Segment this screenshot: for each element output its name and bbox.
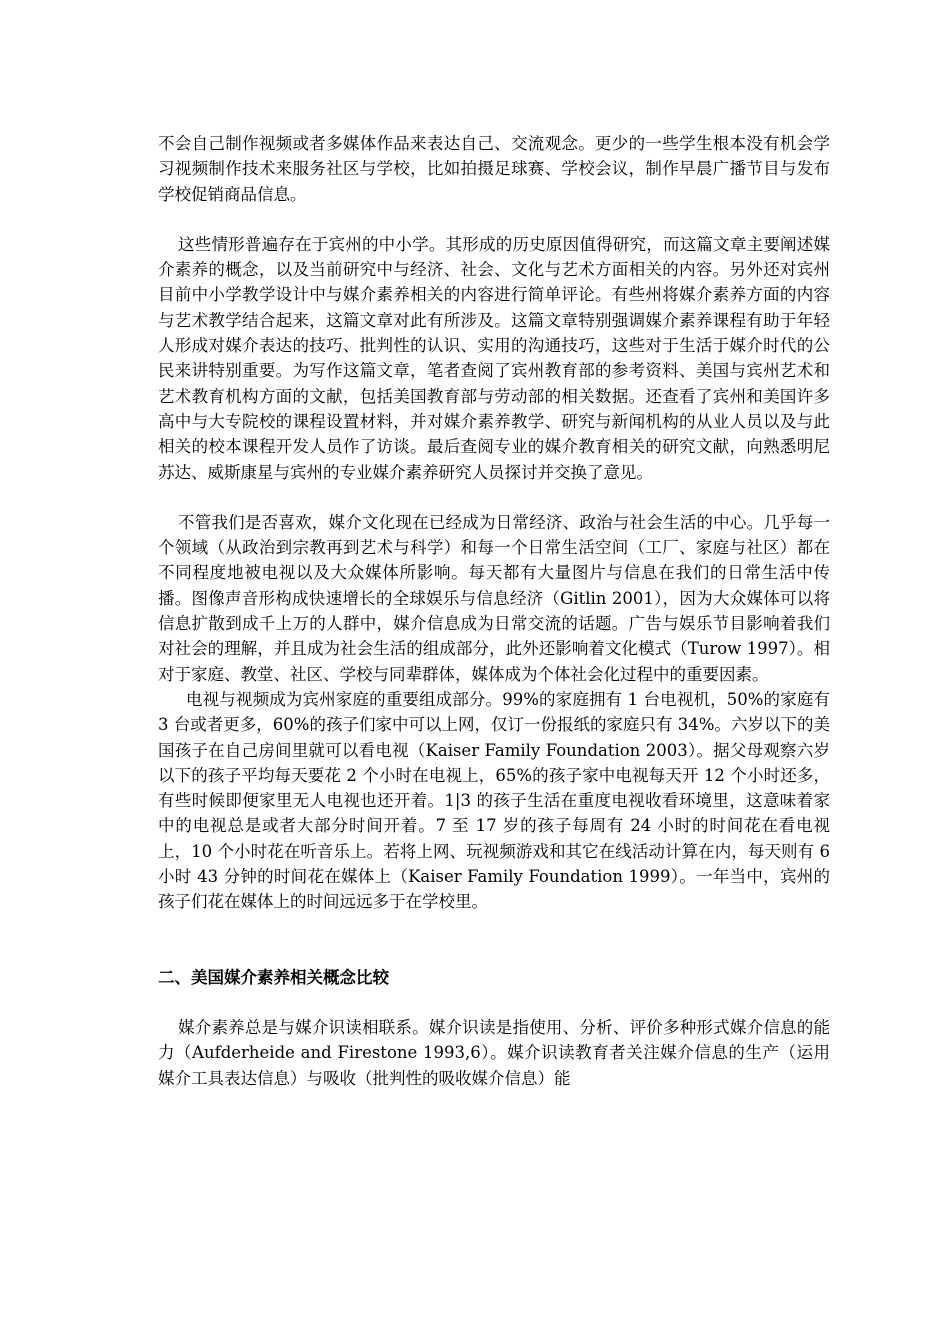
paragraph-5: 媒介素养总是与媒介识读相联系。媒介识读是指使用、分析、评价多种形式媒介信息的能力（Aufderheide and Firestone 1993,6）。媒介识读教育者关注媒介信息的生产（运用媒介工具表达信息）与吸收（批判性的吸收媒介信息）能 <box>158 1017 830 1088</box>
paragraph-1: 不会自己制作视频或者多媒体作品来表达自己、交流观念。更少的一些学生根本没有机会学习视频制作技术来服务社区与学校，比如拍摄足球赛、学校会议，制作早晨广播节目与发布学校促销商品信息。 <box>158 134 830 204</box>
paragraph-3: 不管我们是否喜欢，媒介文化现在已经成为日常经济、政治与社会生活的中心。几乎每一个领域（从政治到宗教再到艺术与科学）和每一个日常生活空间（工厂、家庭与社区）都在不同程度地被电视以及大众媒体所影响。每天都有大量图片与信息在我们的日常生活中传播。图像声音形构成快速增长的全球娱乐与信息经济（Gitlin 2001），因为大众媒体可以将信息扩散到成千上万的人群中，媒介信息成为日常交流的话题。广告与娱乐节目影响着我们对社会的理解，并且成为社会生活的组成部分，此外还影响着文化模式（Turow 1997）。相对于家庭、教堂、社区、学校与同辈群体，媒体成为个体社会化过程中的重要因素。 <box>158 512 830 684</box>
paragraph-spacer <box>158 207 830 232</box>
document-body <box>158 131 830 1091</box>
paragraph-2: 这些情形普遍存在于宾州的中小学。其形成的历史原因值得研究，而这篇文章主要阐述媒介素养的概念，以及当前研究中与经济、社会、文化与艺术方面相关的内容。另外还对宾州目前中小学教学设计中与媒介素养相关的内容进行简单评论。有些州将媒介素养方面的内容与艺术教学结合起来，这篇文章对此有所涉及。这篇文章特别强调媒介素养课程有助于年轻人形成对媒介表达的技巧、批判性的认识、实用的沟通技巧，这些对于生活于媒介时代的公民来讲特别重要。为写作这篇文章，笔者查阅了宾州教育部的参考资料、美国与宾州艺术和艺术教育机构方面的文献，包括美国教育部与劳动部的相关数据。还查看了宾州和美国许多高中与大专院校的课程设置材料，并对媒介素养教学、研究与新闻机构的从业人员以及与此相关的校本课程开发人员作了访谈。最后查阅专业的媒介教育相关的研究文献，向熟悉明尼苏达、威斯康星与宾州的专业媒介素养研究人员探讨并交换了意见。 <box>158 234 830 482</box>
section-heading: 二、美国媒介素养相关概念比较 <box>158 967 389 987</box>
paragraph-spacer <box>158 485 830 510</box>
section-spacer <box>158 915 830 965</box>
paragraph-4: 电视与视频成为宾州家庭的重要组成部分。99%的家庭拥有 1 台电视机，50%的家庭有 3 台或者更多，60%的孩子们家中可以上网，仅订一份报纸的家庭只有 34%。六岁以下的美国孩子在自己房间里就可以看电视（Kaiser Family Foundation 2003）。据父母观察六岁以下的孩子平均每天要花 2 个小时在电视上，65%的孩子家中电视每天开 12 个小时还多，有些时候即便家里无人电视也还开着。1|3 的孩子生活在重度电视收看环境里，这意味着家中的电视总是或者大部分时间开着。7 至 17 岁的孩子每周有 24 小时的时间花在看电视上，10 个小时花在听音乐上。若将上网、玩视频游戏和其它在线活动计算在内，每天则有 6 小时 43 分钟的时间花在媒体上（Kaiser Family Foundation 1999）。一年当中，宾州的孩子们花在媒体上的时间远远多于在学校里。 <box>158 689 830 912</box>
paragraph-spacer <box>158 990 830 1015</box>
